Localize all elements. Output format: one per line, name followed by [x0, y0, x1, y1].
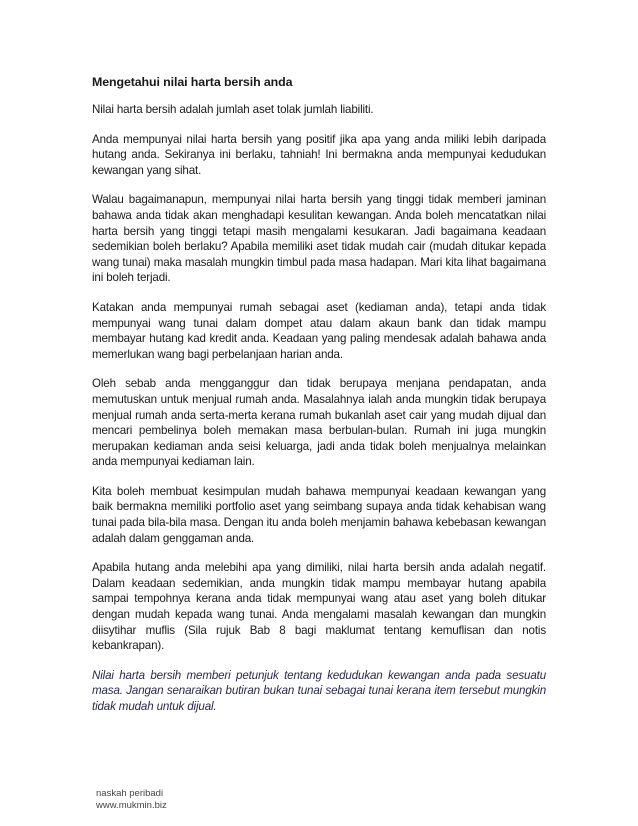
paragraph-definition: Nilai harta bersih adalah jumlah aset tolak jumlah liabiliti.: [92, 103, 374, 116]
document-body: [92, 74, 546, 729]
paragraph-house-example: Katakan anda mempunyai rumah sebagai aset (kediaman anda), tetapi anda tidak mempunyai wang tunai dalam dompet atau dalam akaun bank dan tidak mampu membayar hutang kad kredit anda. Keadaan yang paling mendesak adalah bahawa anda memerlukan wang bagi perbelanjaan harian anda.: [92, 300, 546, 361]
paragraph-selling-house: Oleh sebab anda mengganggur dan tidak berupaya menjana pendapatan, anda memutuskan untuk menjual rumah anda. Masalahnya ialah anda mungkin tidak berupaya menjual rumah anda serta-merta kerana rumah bukanlah aset cair yang mudah dijual dan mencari pembelinya boleh memakan masa berbulan-bulan. Rumah ini juga mungkin merupakan kediaman anda seisi keluarga, jadi anda tidak boleh menjualnya melainkan anda mempunyai kediaman lain.: [92, 377, 546, 469]
footer-label: naskah peribadi: [96, 788, 164, 799]
paragraph-negative-net-worth: Apabila hutang anda melebihi apa yang dimiliki, nilai harta bersih anda adalah negatif. Dalam keadaan sedemikian, anda mungkin tidak mampu membayar hutang apabila sampai tempohnya kerana anda tidak mempunyai wang atau aset yang boleh ditukar dengan mudah kepada wang tunai. Anda mengalami masalah kewangan dan mungkin diisytihar muflis (Sila rujuk Bab 8 bagi maklumat tentang kemuflisan dan notis kebankrapan).: [92, 561, 546, 653]
paragraph-positive-net-worth: Anda mempunyai nilai harta bersih yang positif jika apa yang anda miliki lebih daripada hutang anda. Sekiranya ini berlaku, tahniah! Ini bermakna anda mempunyai kedudukan kewangan yang sihat.: [92, 132, 546, 177]
footer: [96, 788, 167, 812]
italic-note: Nilai harta bersih memberi petunjuk tentang kedudukan kewangan anda pada sesuatu masa. Jangan senaraikan butiran bukan tunai sebagai tunai kerana item tersebut mungkin tidak mudah untuk dijual.: [92, 668, 546, 713]
footer-website: www.mukmin.biz: [96, 800, 167, 811]
paragraph-high-net-worth-caveat: Walau bagaimanapun, mempunyai nilai harta bersih yang tinggi tidak memberi jaminan bahawa anda tidak akan menghadapi kesulitan kewangan. Anda boleh mencatatkan nilai harta bersih yang tinggi tetapi masih mengalami kesukaran. Jadi bagaimana keadaan sedemikian boleh berlaku? Apabila memiliki aset tidak mudah cair (mudah ditukar kepada wang tunai) maka masalah mungkin timbul pada masa hadapan. Mari kita lihat bagaimana ini boleh terjadi.: [92, 193, 546, 285]
page-title: Mengetahui nilai harta bersih anda: [92, 75, 293, 89]
paragraph-conclusion: Kita boleh membuat kesimpulan mudah bahawa mempunyai keadaan kewangan yang baik bermakna memiliki portfolio aset yang seimbang supaya anda tidak kehabisan wang tunai pada bila-bila masa. Dengan itu anda boleh menjamin bahawa kebebasan kewangan adalah dalam genggaman anda.: [92, 484, 546, 545]
